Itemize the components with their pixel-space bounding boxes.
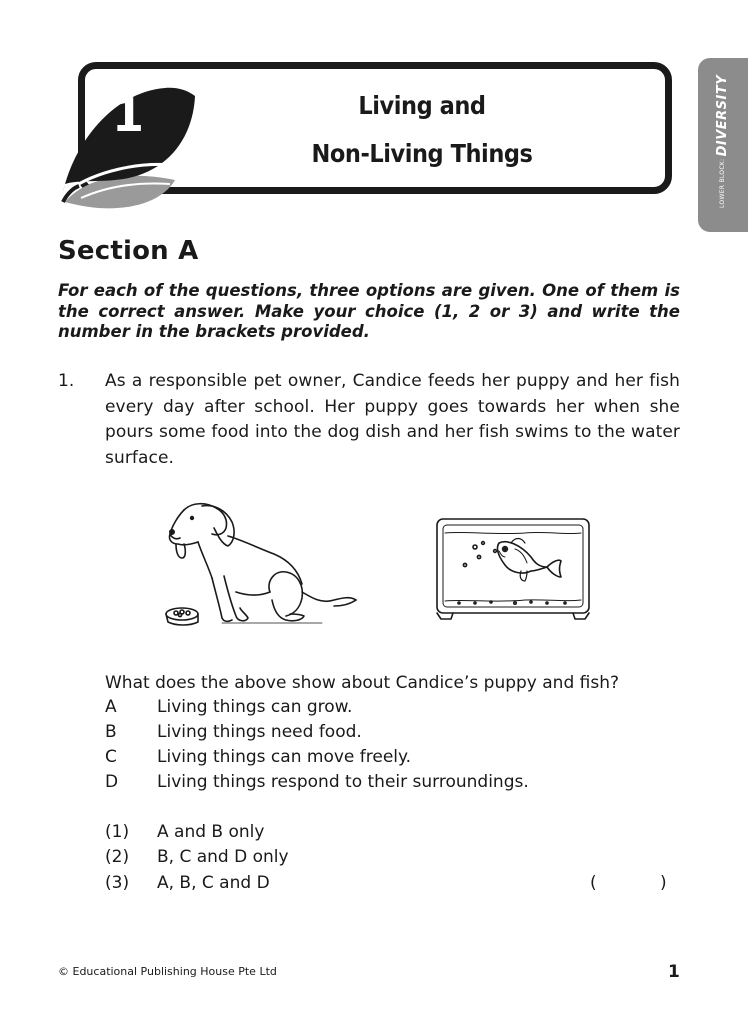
question-text: As a responsible pet owner, Candice feeds her puppy and her fish every day after school. Her puppy goes towards her when she pours some food into the dog dish and her fish swims to the water surface.	[105, 371, 680, 468]
statement-letter-d: D	[105, 772, 119, 792]
statement-letter-b: B	[105, 722, 117, 742]
chapter-title-line1: Living and	[358, 91, 486, 120]
statement-text-c: Living things can move freely.	[157, 747, 412, 767]
chapter-number: 1	[111, 88, 144, 142]
option-number-3: (3)	[105, 873, 130, 893]
statement-text-b: Living things need food.	[157, 722, 362, 742]
question-prompt: What does the above show about Candice’s puppy and fish?	[105, 673, 620, 693]
footer-copyright: © Educational Publishing House Pte Ltd	[58, 965, 277, 978]
page-number: 1	[668, 962, 680, 982]
chapter-title-line2: Non-Living Things	[311, 139, 533, 168]
question-number: 1.	[58, 371, 75, 391]
statement-text-a: Living things can grow.	[157, 697, 353, 717]
side-tab-label: DIVERSITY	[715, 74, 730, 157]
answer-bracket-open: (	[590, 873, 597, 893]
side-tab-text	[712, 58, 734, 208]
side-tab	[698, 58, 748, 232]
option-number-1: (1)	[105, 822, 130, 842]
option-text-2: B, C and D only	[157, 847, 289, 867]
statement-letter-a: A	[105, 697, 117, 717]
fish-tank-illustration	[435, 515, 591, 621]
dog-illustration	[162, 496, 362, 632]
option-number-2: (2)	[105, 847, 130, 867]
option-text-3: A, B, C and D	[157, 873, 270, 893]
statement-text-d: Living things respond to their surroundings.	[157, 772, 529, 792]
statement-letter-c: C	[105, 747, 117, 767]
option-text-1: A and B only	[157, 822, 265, 842]
section-instructions: For each of the questions, three options are given. One of them is the correct answer. Make your choice (1, 2 or 3) and write the number in the brackets provided.	[58, 281, 680, 341]
answer-bracket-close: )	[660, 873, 667, 893]
side-tab-prefix: LOWER BLOCK:	[719, 156, 726, 208]
section-heading: Section A	[58, 236, 199, 266]
